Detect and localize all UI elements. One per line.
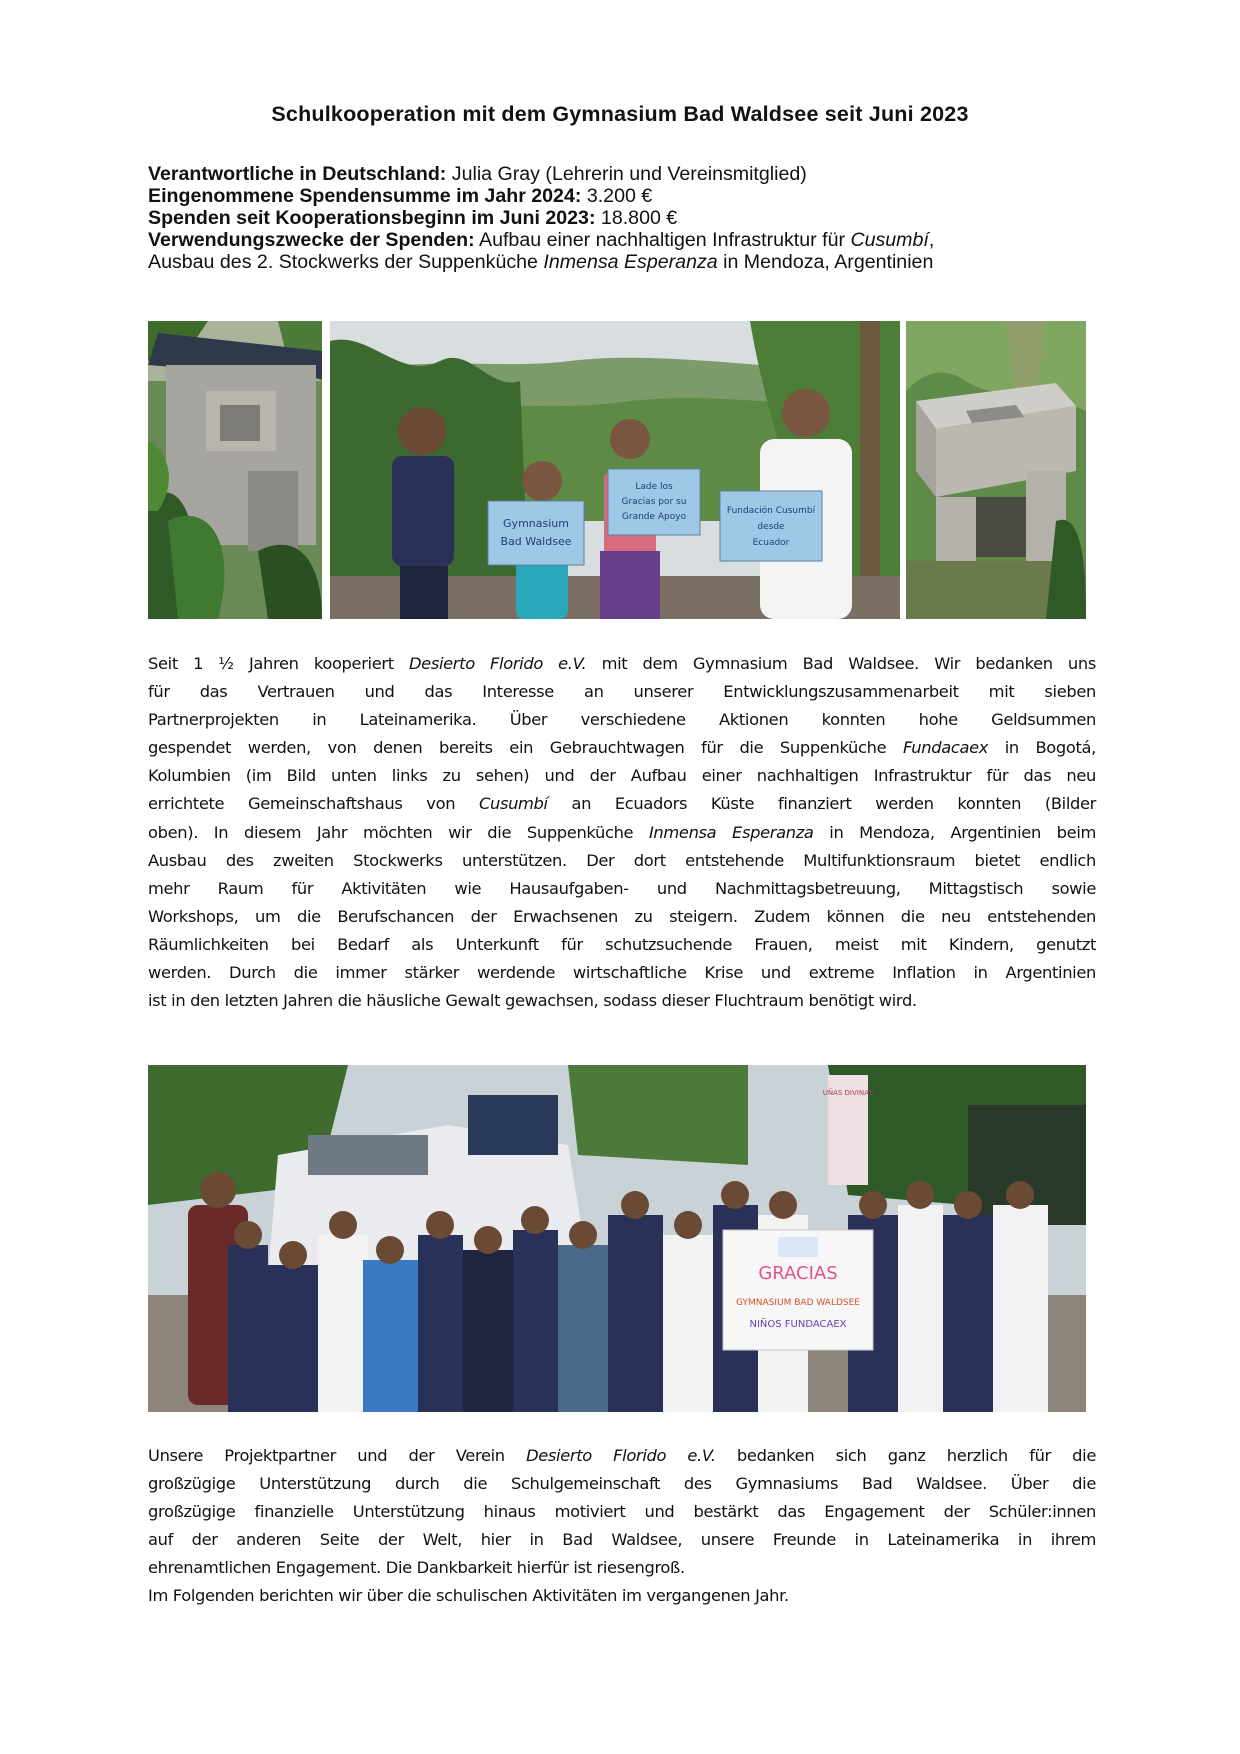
sign-cusumbi-line2: desde <box>757 522 785 532</box>
sign-cusumbi-line1: Fundación Cusumbí <box>726 506 816 516</box>
project-facts <box>148 163 1108 273</box>
paragraph-line: großzügige Unterstützung durch die Schulgemeinschaft des Gymnasiums Bad Waldsee. Über die <box>148 1474 1096 1494</box>
sign-cusumbi-line3: Ecuador <box>752 538 790 548</box>
paragraph-line: Ausbau des zweiten Stockwerks unterstützen. Der dort entstehende Multifunktionsraum bietet endlich <box>148 850 1096 870</box>
fact-responsible: Verantwortliche in Deutschland: Julia Gray (Lehrerin und Vereinsmitglied) <box>148 163 807 185</box>
photo-concrete-shelter <box>148 321 322 619</box>
paragraph-line: errichtete Gemeinschaftshaus von Cusumbí an Ecuadors Küste finanziert werden konnten (Bilder <box>148 794 1096 814</box>
paragraph-line: Im Folgenden berichten wir über die schulischen Aktivitäten im vergangenen Jahr. <box>148 1586 789 1606</box>
paragraph-line: gespendet werden, von denen bereits ein Gebrauchtwagen für die Suppenküche Fundacaex in Bogotá, <box>148 738 1097 758</box>
sign-gracias-line2: Gracias por su <box>621 497 687 507</box>
fact-donations-total: Spenden seit Kooperationsbeginn im Juni 2023: 18.800 € <box>148 207 678 229</box>
photo-group-banner <box>148 1065 1086 1412</box>
sign-gracias-line1: Lade los <box>635 482 673 492</box>
paragraph-line: großzügige finanzielle Unterstützung hinaus motiviert und bestärkt das Engagement der Schüler:innen <box>148 1502 1096 1522</box>
photo-concrete-basins <box>906 321 1086 619</box>
banner-gracias: GRACIAS <box>758 1263 838 1284</box>
shop-sign-text: UÑAS DIVINAS <box>822 1089 874 1097</box>
paragraph-line: ehrenamtlichen Engagement. Die Dankbarkeit hierfür ist riesengroß. <box>148 1558 685 1578</box>
banner-gymnasium: GYMNASIUM BAD WALDSEE <box>736 1298 860 1308</box>
paragraph-line: für das Vertrauen und das Interesse an unserer Entwicklungszusammenarbeit mit sieben <box>148 682 1096 702</box>
paragraph-line: Unsere Projektpartner und der Verein Desierto Florido e.V. bedanken sich ganz herzlich für die <box>148 1446 1097 1465</box>
fact-donations-2024: Eingenommene Spendensumme im Jahr 2024: 3.200 € <box>148 185 653 207</box>
paragraph-line: oben). In diesem Jahr möchten wir die Suppenküche Inmensa Esperanza in Mendoza, Argentinien beim <box>148 822 1097 842</box>
sign-gymnasium-line1: Gymnasium <box>503 517 569 530</box>
paragraph-cooperation <box>148 650 1096 1015</box>
paragraph-thanks <box>148 1442 1096 1611</box>
paragraph-line: Räumlichkeiten bei Bedarf als Unterkunft für schutzsuchende Frauen, meist mit Kindern, genutzt <box>148 934 1096 954</box>
paragraph-line: Kolumbien (im Bild unten links zu sehen) und der Aufbau einer nachhaltigen Infrastruktur für das neu <box>148 766 1096 786</box>
paragraph-line: ist in den letzten Jahren die häusliche Gewalt gewachsen, sodass dieser Fluchtraum benötigt wird. <box>148 991 917 1011</box>
photo-children-signs <box>330 321 900 619</box>
banner-fundacaex: NIÑOS FUNDACAEX <box>749 1319 847 1330</box>
paragraph-line: mehr Raum für Aktivitäten wie Hausaufgaben- und Nachmittagsbetreuung, Mittagstisch sowie <box>148 878 1096 898</box>
fact-purpose: Verwendungszwecke der Spenden: Aufbau einer nachhaltigen Infrastruktur für Cusumbí, <box>148 229 935 251</box>
paragraph-line: auf der anderen Seite der Welt, hier in Bad Waldsee, unsere Freunde in Lateinamerika in ihrem <box>148 1530 1096 1550</box>
page-title: Schulkooperation mit dem Gymnasium Bad Waldsee seit Juni 2023 <box>271 102 969 126</box>
paragraph-line: Workshops, um die Berufschancen der Erwachsenen zu steigern. Zudem können die neu entstehenden <box>148 906 1096 926</box>
sign-gracias-line3: Grande Apoyo <box>621 512 687 522</box>
paragraph-line: Seit 1 ½ Jahren kooperiert Desierto Florido e.V. mit dem Gymnasium Bad Waldsee. Wir bedanken uns <box>148 654 1096 673</box>
paragraph-line: werden. Durch die immer stärker werdende wirtschaftliche Krise und extreme Inflation in Argentinien <box>148 963 1096 983</box>
sign-gymnasium-line2: Bad Waldsee <box>500 535 572 548</box>
fact-purpose-cont: Ausbau des 2. Stockwerks der Suppenküche Inmensa Esperanza in Mendoza, Argentinien <box>148 251 934 273</box>
paragraph-line: Partnerprojekten in Lateinamerika. Über verschiedene Aktionen konnten hohe Geldsummen <box>148 710 1096 730</box>
